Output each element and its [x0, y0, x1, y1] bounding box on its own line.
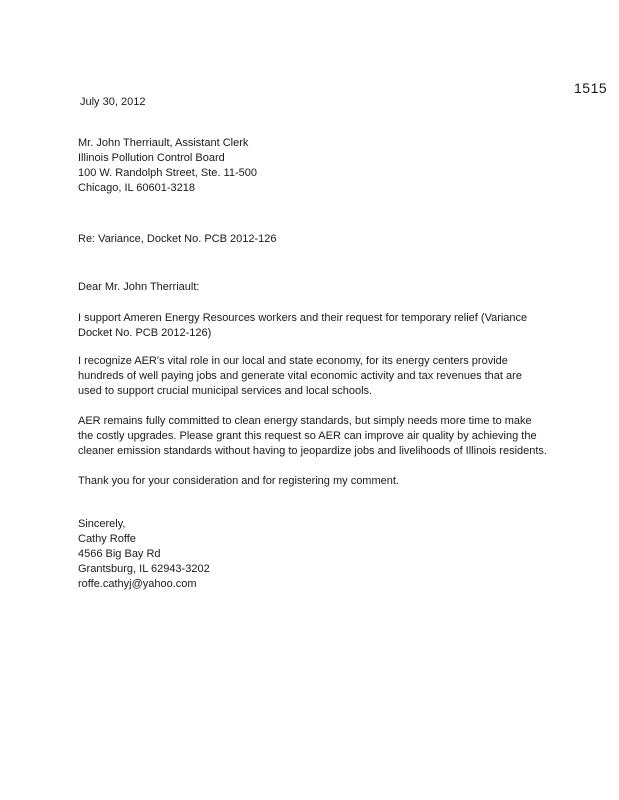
- closing-salutation: Sincerely,: [78, 518, 126, 530]
- paragraph-line: I support Ameren Energy Resources workers and their request for temporary relief (Variance: [78, 312, 528, 324]
- address-line: Mr. John Therriault, Assistant Clerk: [78, 137, 249, 149]
- paragraph-line: I recognize AER's vital role in our local and state economy, for its energy centers provide: [78, 355, 508, 367]
- address-line: Illinois Pollution Control Board: [78, 152, 225, 164]
- address-line: 100 W. Randolph Street, Ste. 11-500: [78, 167, 257, 179]
- paragraph-line: Docket No. PCB 2012-126): [78, 327, 212, 339]
- salutation: Dear Mr. John Therriault:: [78, 281, 200, 293]
- signature-block: [78, 517, 210, 592]
- sender-street: 4566 Big Bay Rd: [78, 548, 161, 560]
- address-line: Chicago, IL 60601-3218: [78, 182, 196, 194]
- page-number: 1515: [574, 80, 608, 96]
- sender-name: Cathy Roffe: [78, 533, 136, 545]
- paragraph-line: cleaner emission standards without having to jeopardize jobs and livelihoods of Illinois residents.: [78, 445, 547, 457]
- paragraph-support: [78, 311, 527, 341]
- sender-email: roffe.cathyj@yahoo.com: [78, 578, 197, 590]
- paragraph-line: Thank you for your consideration and for registering my comment.: [78, 475, 399, 487]
- paragraph-clean-energy: [78, 414, 547, 459]
- sender-city: Grantsburg, IL 62943-3202: [78, 563, 210, 575]
- recipient-address: [78, 136, 257, 196]
- paragraph-line: hundreds of well paying jobs and generate vital economic activity and tax revenues that are: [78, 370, 522, 382]
- subject-line: Re: Variance, Docket No. PCB 2012-126: [78, 233, 277, 245]
- paragraph-line: used to support crucial municipal services and local schools.: [78, 385, 373, 397]
- letter-date: July 30, 2012: [80, 96, 146, 108]
- paragraph-line: AER remains fully committed to clean energy standards, but simply needs more time to make: [78, 415, 532, 427]
- paragraph-economy: [78, 354, 522, 399]
- paragraph-line: the costly upgrades. Please grant this request so AER can improve air quality by achieving the: [78, 430, 537, 442]
- paragraph-thanks: [78, 474, 399, 489]
